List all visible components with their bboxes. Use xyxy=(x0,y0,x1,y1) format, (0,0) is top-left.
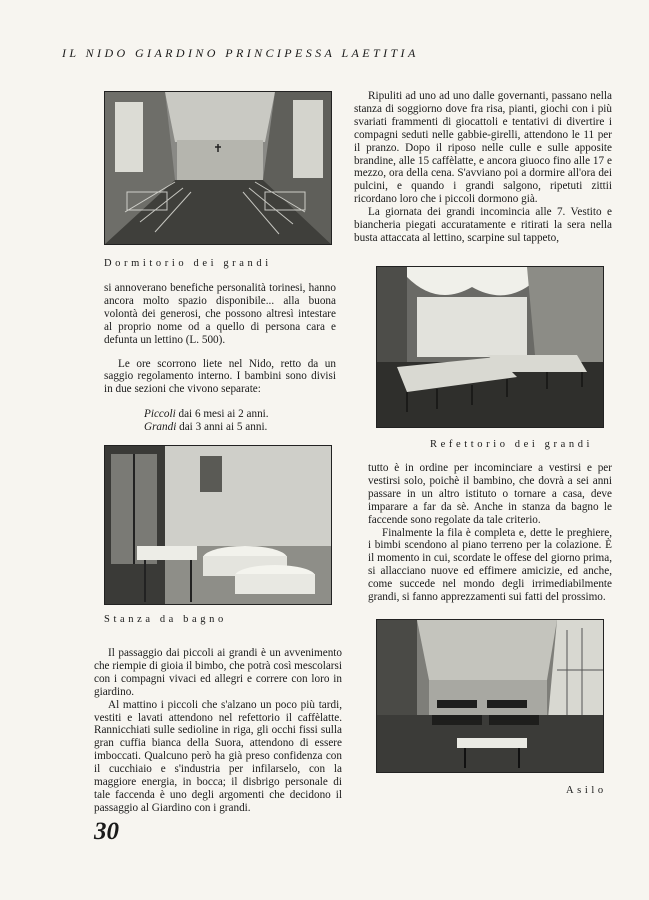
photo-bathroom xyxy=(104,445,332,605)
photo-asilo xyxy=(376,619,604,773)
left-column-bottom xyxy=(94,647,342,815)
paragraph: Il passaggio dai piccoli ai grandi è un avvenimento che riempie di gioia il bimbo, che potrà così mescolarsi con i compagni vivaci ed allegri e correre con loro in giardino. xyxy=(94,647,342,698)
paragraph: tutto è in ordine per incominciare a vestirsi e per vestirsi solo, poichè il bambino, che dovrà a sei anni passare in un altro istituto o tornare a casa, deve imparare a far da sè. Anche in stanza da bagno le faccende sono regolate da tale criterio. xyxy=(368,462,612,526)
caption-dormitory: Dormitorio dei grandi xyxy=(104,258,272,269)
right-column-top xyxy=(354,90,612,245)
age-groups xyxy=(104,408,336,434)
paragraph: si annoverano benefiche personalità torinesi, hanno ancora molto spazio disponibile... alla buona volontà dei generosi, che possono altresì intestare al proprio nome od a quello di persona cara e defunta un lettino (L. 500). xyxy=(104,282,336,346)
photo-dormitory xyxy=(104,91,332,245)
paragraph: Al mattino i piccoli che s'alzano un poco più tardi, vestiti e lavati attendono nel refettorio il caffèlatte. Rannicchiati sulle sedioline in riga, gli occhi fissi sulla gran cuffia bianca della Suora, attendono di essere imboccati. Qualcuno però ha già preso confidenza con il cucchiaio e s'industria per infilarselo, con la maggiore energia, in bocca; il disbrigo personale di tale faccenda è uno degli argomenti che decidono il passaggio al Giardino con i grandi. xyxy=(94,698,342,814)
caption-bathroom: Stanza da bagno xyxy=(104,614,227,625)
paragraph: La giornata dei grandi incomincia alle 7. Vestito e biancheria piegati accuratamente e ritirati la sera nella busta attaccata al lettino, scarpine sul tappeto, xyxy=(354,206,612,244)
age-group-item: Piccoli dai 6 mesi ai 2 anni. xyxy=(144,408,269,421)
caption-asilo: Asilo xyxy=(566,785,607,796)
caption-refectory: Refettorio dei grandi xyxy=(430,439,594,450)
photo-refectory xyxy=(376,266,604,428)
age-group-item: Grandi dai 3 anni ai 5 anni. xyxy=(144,421,268,434)
running-header: IL NIDO GIARDINO PRINCIPESSA LAETITIA xyxy=(62,46,419,60)
paragraph: Ripuliti ad uno ad uno dalle governanti, passano nella stanza di soggiorno dove fra risa, pianti, giochi con i più svariati frammenti di giocattoli e tentativi di divertire i compagni seduti nelle gabbie-girelli, attendono le 11 per il pranzo. Dopo il riposo nelle culle e sulle apposite brandine, alle 15 caffèlatte, e ancora giuoco fino alle 17 e mezzo, ora della cena. S'avviano poi a dormire all'ora dei pulcini, e quando i grandi salgono, ripetuti zittii ricordano loro che i piccoli dormono già. xyxy=(354,90,612,206)
paragraph: Finalmente la fila è completa e, dette le preghiere, i bimbi scendono al piano terreno per la colazione. È il momento in cui, scordate le offese del giorno prima, si allacciano nuove ed effimere amicizie, ed anche, come succede nel mondo degli irrimediabilmente grandi, si fanno apprezzamenti sui fatti del prossimo. xyxy=(368,526,612,604)
left-column-top xyxy=(104,282,336,446)
page-number: 30 xyxy=(94,818,119,845)
paragraph: Le ore scorrono liete nel Nido, retto da un saggio regolamento interno. I bambini sono divisi in due sezioni che vivono separate: xyxy=(104,357,336,396)
right-column-middle xyxy=(368,462,612,604)
